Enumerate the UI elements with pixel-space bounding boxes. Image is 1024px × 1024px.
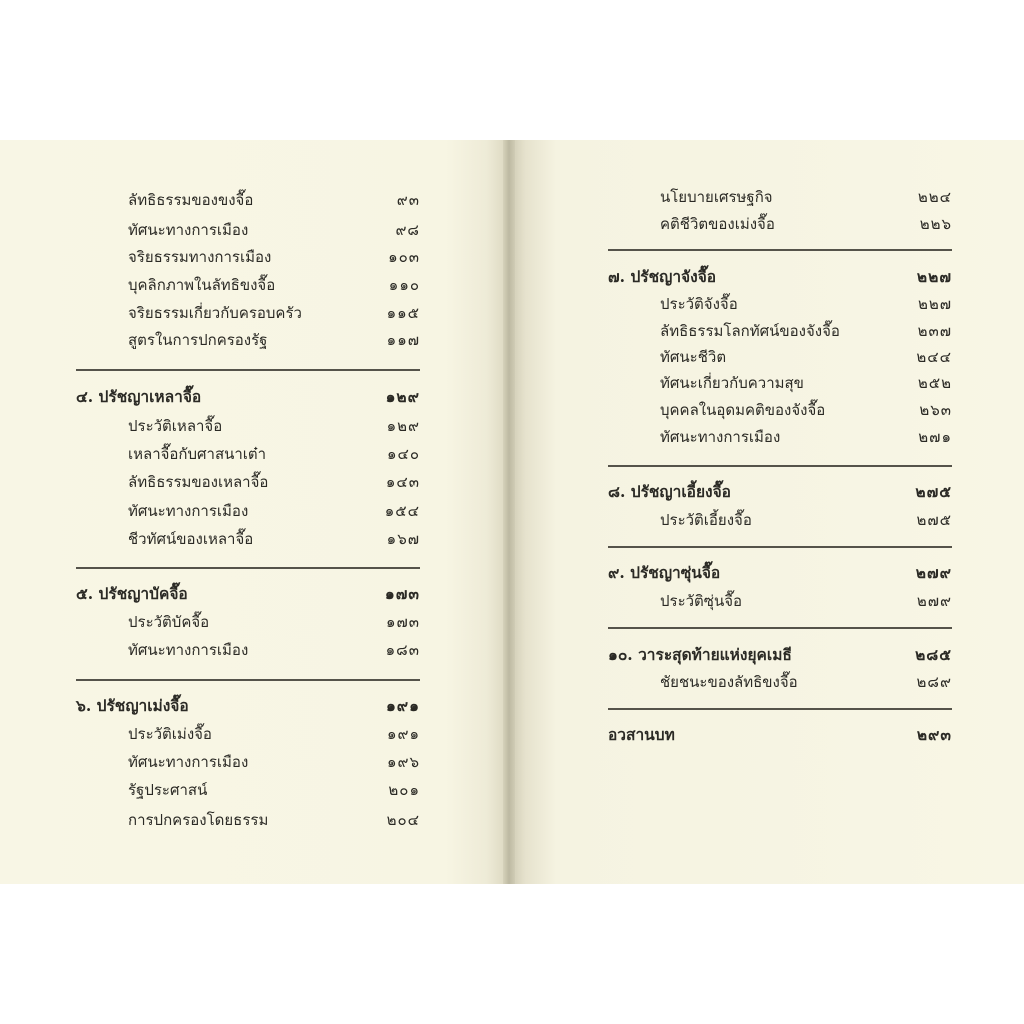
toc-entry-page: ๙๓ [396,191,420,209]
toc-entry-title: บุคลิกภาพในลัทธิขงจื๊อ [128,276,276,294]
toc-entry-title: ประวัติเอี้ยงจื๊อ [660,511,752,529]
toc-entry-title: จริยธรรมเกี่ยวกับครอบครัว [128,304,302,322]
toc-entry-page: ๑๙๑ [386,725,420,743]
chapter-heading [608,642,952,668]
toc-entry-page: ๑๖๗ [386,530,420,548]
toc-entry-title: ลัทธิธรรมของเหลาจื๊อ [128,473,269,491]
chapter-page: ๒๒๗ [916,267,952,286]
toc-entry [128,721,420,747]
toc-entry-page: ๒๐๔ [386,811,420,829]
toc-entry-title: ทัศนะทางการเมือง [128,753,249,771]
toc-entry [128,469,420,495]
toc-entry [128,244,420,270]
chapter-heading [608,560,952,586]
toc-entry-page: ๑๒๙ [386,417,420,435]
toc-entry-title: บุคคลในอุดมคติของจังจื๊อ [660,401,826,419]
toc-entry-page: ๒๗๑ [918,428,952,446]
toc-entry-page: ๑๘๓ [385,641,420,659]
toc-entry [660,291,952,317]
toc-entry [660,370,952,396]
chapter-heading [76,581,420,607]
epilogue-heading [608,722,952,748]
toc-entry-title: เหลาจื๊อกับศาสนาเต๋า [128,445,267,463]
toc-entry-page: ๒๖๓ [919,401,952,419]
toc-entry-page: ๒๗๙ [916,592,952,610]
toc-entry-page: ๑๑๐ [388,276,420,294]
toc-entry [660,507,952,533]
chapter-title: ๑๐. วาระสุดท้ายแห่งยุคเมธี [608,645,792,664]
toc-entry-page: ๒๒๔ [917,188,952,206]
toc-entry-page: ๑๗๓ [385,613,420,631]
toc-entry-title: ประวัติเหลาจื๊อ [128,417,223,435]
chapter-title: ๙. ปรัชญาซุ่นจื๊อ [608,563,721,582]
toc-entry-title: ทัศนะทางการเมือง [128,502,249,520]
toc-entry-page: ๑๑๕ [386,304,420,322]
chapter-title: ๕. ปรัชญาบัคจื๊อ [76,584,188,603]
toc-entry-page: ๑๑๗ [386,331,420,349]
chapter-title: ๖. ปรัชญาเม่งจื๊อ [76,696,189,715]
toc-entry [128,187,420,213]
chapter-heading [608,479,952,505]
toc-entry-page: ๑๐๓ [388,248,420,266]
section-divider [608,708,952,710]
toc-entry-page: ๑๕๔ [384,502,420,520]
toc-entry [128,327,420,353]
epilogue-title: อวสานบท [608,725,675,744]
toc-entry-title: ทัศนะทางการเมือง [660,428,781,446]
toc-entry [128,637,420,663]
toc-entry-title: ทัศนะเกี่ยวกับความสุข [660,374,804,392]
toc-entry [660,344,952,370]
section-divider [76,679,420,681]
chapter-page: ๒๗๕ [915,482,952,501]
chapter-heading [76,384,420,410]
section-divider [608,465,952,467]
toc-entry-page: ๒๒๗ [917,295,952,313]
epilogue-page: ๒๙๓ [916,725,952,744]
toc-entry-title: ทัศนะทางการเมือง [128,221,249,239]
section-divider [608,546,952,548]
toc-entry-title: ชัยชนะของลัทธิขงจื๊อ [660,673,798,691]
toc-entry [660,588,952,614]
toc-entry [128,272,420,298]
toc-entry-title: รัฐประศาสน์ [128,781,208,799]
toc-entry-title: นโยบายเศรษฐกิจ [660,188,773,206]
toc-entry [660,424,952,450]
toc-entry-page: ๑๙๖ [386,753,420,771]
toc-entry-title: ลัทธิธรรมโลกทัศน์ของจังจื๊อ [660,322,840,340]
toc-entry [128,807,420,833]
toc-entry-title: ลัทธิธรรมของขงจื๊อ [128,191,254,209]
toc-entry [128,609,420,635]
toc-entry-page: ๑๔๓ [385,473,420,491]
toc-entry-page: ๒๘๙ [916,673,952,691]
toc-entry [128,749,420,775]
toc-entry-title: ชีวทัศน์ของเหลาจื๊อ [128,530,254,548]
chapter-title: ๘. ปรัชญาเอี้ยงจื๊อ [608,482,731,501]
toc-entry [660,318,952,344]
toc-entry-page: ๒๐๑ [388,781,420,799]
chapter-page: ๑๗๓ [384,584,420,603]
toc-entry-title: ทัศนะทางการเมือง [128,641,249,659]
toc-entry-page: ๑๔๐ [386,445,420,463]
toc-entry-page: ๙๘ [395,221,420,239]
toc-entry-title: การปกครองโดยธรรม [128,811,269,829]
section-divider [76,567,420,569]
section-divider [608,249,952,251]
toc-entry [128,413,420,439]
toc-entry-page: ๒๓๗ [917,322,952,340]
toc-entry-page: ๒๗๕ [916,511,952,529]
toc-entry [660,184,952,210]
toc-entry [660,397,952,423]
toc-entry-page: ๒๔๔ [916,348,952,366]
section-divider [608,627,952,629]
chapter-heading [76,693,420,719]
toc-entry [128,526,420,552]
toc-entry-title: ทัศนะชีวิต [660,348,727,366]
toc-entry-title: ประวัติซุ่นจื๊อ [660,592,743,610]
chapter-title: ๔. ปรัชญาเหลาจื๊อ [76,387,202,406]
chapter-heading [608,264,952,290]
toc-entry [128,777,420,803]
toc-entry [128,498,420,524]
toc-entry-title: ประวัติเม่งจื๊อ [128,725,212,743]
chapter-title: ๗. ปรัชญาจังจื๊อ [608,267,717,286]
section-divider [76,369,420,371]
toc-entry-page: ๒๒๖ [919,215,952,233]
toc-entry-title: ประวัติจังจื๊อ [660,295,738,313]
toc-entry [128,441,420,467]
chapter-page: ๑๙๑ [385,696,420,715]
book-gutter [503,140,515,884]
toc-entry-page: ๒๕๒ [917,374,952,392]
toc-entry-title: จริยธรรมทางการเมือง [128,248,272,266]
toc-entry [660,669,952,695]
chapter-page: ๒๘๕ [915,645,952,664]
chapter-page: ๑๒๙ [385,387,420,406]
toc-entry [128,217,420,243]
toc-entry [660,211,952,237]
toc-entry [128,300,420,326]
toc-entry-title: คติชีวิตของเม่งจื๊อ [660,215,775,233]
toc-entry-title: ประวัติบัคจื๊อ [128,613,210,631]
toc-entry-title: สูตรในการปกครองรัฐ [128,331,268,349]
chapter-page: ๒๗๙ [915,563,952,582]
